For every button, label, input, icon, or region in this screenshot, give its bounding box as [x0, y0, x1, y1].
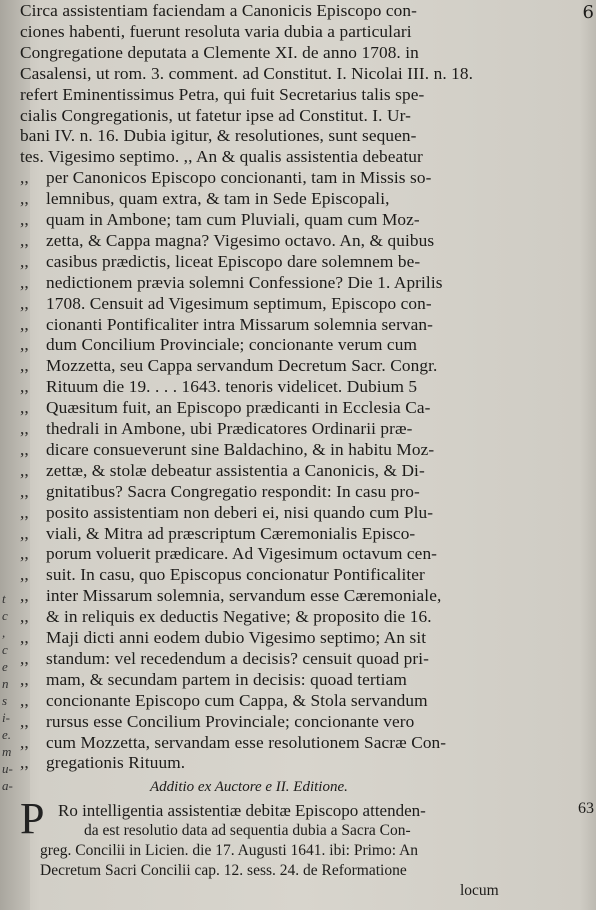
line-text: quam in Ambone; tam cum Pluviali, quam cum Moz-	[46, 210, 420, 229]
text-line	[20, 585, 441, 606]
text-line	[20, 167, 431, 188]
text-line	[20, 732, 446, 753]
text-line	[20, 188, 390, 209]
line-text: Mozzetta, seu Cappa servandum Decretum Sacr. Congr.	[46, 356, 438, 376]
line-text: Rituum die 19. . . . 1643. tenoris videlicet. Dubium 5	[46, 377, 418, 397]
gutter-char: t	[2, 591, 6, 606]
text-line	[20, 564, 425, 585]
quote-mark: ,,	[20, 293, 29, 313]
gutter-char: c	[2, 608, 8, 623]
line-text: cialis Congregationis, ut fatetur ipse ad Constitut. I. Ur-	[20, 105, 411, 125]
quote-mark: ,,	[20, 377, 29, 397]
quote-mark: ,,	[20, 189, 29, 209]
gutter-bleed-text	[2, 590, 22, 794]
line-text: gregationis Rituum.	[46, 753, 186, 773]
text-line	[20, 355, 437, 376]
paragraph-line: Ro intelligentia assistentiæ debitæ Episcopo attenden-	[58, 801, 426, 820]
quote-mark: ,,	[20, 544, 29, 564]
text-line	[20, 105, 411, 126]
line-text: Casalensi, ut rom. 3. comment. ad Constitut. I. Nicolai III. n. 18.	[20, 63, 474, 83]
text-line	[20, 439, 434, 460]
line-text: tes. Vigesimo septimo. ,, An & qualis assistentia debeatur	[20, 147, 423, 167]
text-line	[20, 460, 425, 481]
line-text: Quæsitum fuit, an Episcopo prædicanti in Ecclesia Ca-	[46, 398, 431, 418]
paragraph-line: da est resolutio data ad sequentia dubia a Sacra Con-	[84, 822, 411, 839]
quote-mark: ,,	[20, 669, 29, 689]
line-text: viali, & Mitra ad præscriptum Cæremonialis Episco-	[46, 523, 416, 543]
quote-mark: ,,	[20, 460, 29, 480]
line-text: casibus prædictis, liceat Episcopo dare solemnem be-	[46, 251, 421, 271]
text-line	[20, 627, 426, 648]
line-text: thedrali in Ambone, ubi Prædicatores Ordinarii præ-	[46, 419, 413, 438]
quote-mark: ,,	[20, 502, 29, 522]
line-text: zetta, & Cappa magna? Vigesimo octavo. An, & quibus	[46, 230, 435, 250]
quote-mark: ,,	[20, 648, 29, 668]
line-text: ciones habenti, fuerunt resoluta varia dubia a particulari	[20, 21, 412, 41]
quote-mark: ,,	[20, 481, 29, 501]
gutter-char: u-	[2, 761, 13, 776]
text-line	[20, 752, 185, 773]
line-text: dum Concilium Provinciale; concionante verum cum	[46, 335, 417, 355]
gutter-char: i-	[2, 710, 10, 725]
text-line	[20, 648, 429, 669]
text-line	[20, 690, 428, 711]
text-line	[20, 523, 415, 544]
text-line	[20, 481, 420, 502]
gutter-char: e	[2, 659, 8, 674]
quote-mark: ,,	[20, 690, 29, 710]
line-text: lemnibus, quam extra, & tam in Sede Episcopali,	[46, 189, 390, 209]
corner-mark: 6	[582, 2, 594, 23]
text-line	[20, 376, 417, 397]
line-text: cum Mozzetta, servandam esse resolutionem Sacræ Con-	[46, 732, 447, 752]
line-text: per Canonicos Episcopo concionanti, tam in Missis so-	[46, 168, 432, 188]
line-text: rursus esse Concilium Provinciale; concionante vero	[46, 711, 415, 731]
line-text: Maji dicti anni eodem dubio Vigesimo septimo; An sit	[46, 628, 427, 647]
gutter-char: e.	[2, 727, 12, 742]
text-line	[20, 314, 433, 335]
quote-mark: ,,	[20, 732, 29, 752]
text-line	[20, 334, 417, 355]
gutter-char: n	[2, 676, 9, 691]
paragraph-line: greg. Concilii in Licien. die 17. Augusti 1641. ibi: Primo: An	[40, 842, 419, 859]
text-line	[20, 42, 419, 63]
line-text: nedictionem prævia solemni Confessione? Die 1. Aprilis	[46, 272, 443, 292]
quote-mark: ,,	[20, 356, 29, 376]
text-line	[20, 0, 417, 21]
drop-cap: P	[20, 794, 45, 843]
text-line	[20, 21, 412, 42]
line-text: bani IV. n. 16. Dubia igitur, & resolutiones, sunt sequen-	[20, 126, 417, 146]
text-line	[20, 125, 416, 146]
quote-mark: ,,	[20, 335, 29, 355]
gutter-char: m	[2, 744, 12, 759]
quote-mark: ,,	[20, 523, 29, 543]
quote-mark: ,,	[20, 251, 29, 271]
quote-mark: ,,	[20, 439, 29, 459]
line-text: Circa assistentiam faciendam a Canonicis Episcopo con-	[20, 1, 417, 20]
line-text: mam, & secundam partem in decisis: quoad tertiam	[46, 669, 407, 689]
line-text: gnitatibus? Sacra Congregatio respondit: In casu pro-	[46, 481, 420, 501]
line-text: dicare consueverunt sine Baldachino, & in habitu Moz-	[46, 439, 435, 459]
quote-mark: ,,	[20, 230, 29, 250]
quote-mark: ,,	[20, 711, 29, 731]
gutter-char: c	[2, 642, 8, 657]
text-line	[20, 230, 434, 251]
line-text: zettæ, & stolæ debeatur assistentia a Canonicis, & Di-	[46, 460, 425, 480]
quote-mark: ,,	[20, 210, 29, 229]
text-line	[20, 84, 424, 105]
text-line	[20, 669, 407, 690]
paragraph-line: locum	[460, 882, 499, 899]
line-text: concionante Episcopo cum Cappa, & Stola servandum	[46, 690, 428, 710]
quote-mark: ,,	[20, 753, 29, 773]
gutter-char: ,	[2, 625, 6, 640]
line-text: posito assistentiam non deberi ei, nisi quando cum Plu-	[46, 502, 434, 522]
addition-heading: Additio ex Auctore e II. Editione.	[150, 779, 348, 795]
margin-number: 63	[578, 800, 594, 817]
quote-mark: ,,	[20, 168, 29, 188]
text-line	[20, 63, 473, 84]
line-text: inter Missarum solemnia, servandum esse Cæremoniale,	[46, 586, 442, 606]
quote-mark: ,,	[20, 565, 29, 585]
quote-mark: ,,	[20, 419, 29, 438]
text-line	[20, 606, 432, 627]
line-text: 1708. Censuit ad Vigesimum septimum, Episcopo con-	[46, 293, 432, 313]
gutter-char: s	[2, 693, 8, 708]
text-line	[20, 251, 420, 272]
text-line	[20, 502, 433, 523]
gutter-char: a-	[2, 778, 13, 793]
line-text: standum: vel recedendum a decisis? censuit quoad pri-	[46, 648, 429, 668]
text-line	[20, 272, 443, 293]
quote-mark: ,,	[20, 314, 29, 334]
quote-mark: ,,	[20, 628, 29, 647]
line-text: refert Eminentissimus Petra, qui fuit Secretarius talis spe-	[20, 84, 425, 104]
text-line	[20, 543, 437, 564]
quote-mark: ,,	[20, 586, 29, 606]
text-line	[20, 397, 430, 418]
text-line	[20, 711, 414, 732]
paragraph-line: Decretum Sacri Concilii cap. 12. sess. 24. de Reformatione	[40, 862, 407, 879]
line-text: suit. In casu, quo Episcopus concionatur Pontificaliter	[46, 565, 425, 585]
quote-mark: ,,	[20, 398, 29, 418]
text-line	[20, 293, 432, 314]
text-line	[20, 209, 420, 230]
line-text: cionanti Pontificaliter intra Missarum solemnia servan-	[46, 314, 434, 334]
text-line	[20, 418, 413, 439]
text-line	[20, 146, 423, 167]
line-text: porum voluerit prædicare. Ad Vigesimum octavum cen-	[46, 544, 438, 564]
quote-mark: ,,	[20, 272, 29, 292]
line-text: & in reliquis ex deductis Negative; & proposito die 16.	[46, 607, 432, 627]
line-text: Congregatione deputata a Clemente XI. de anno 1708. in	[20, 42, 419, 62]
quote-mark: ,,	[20, 607, 29, 627]
